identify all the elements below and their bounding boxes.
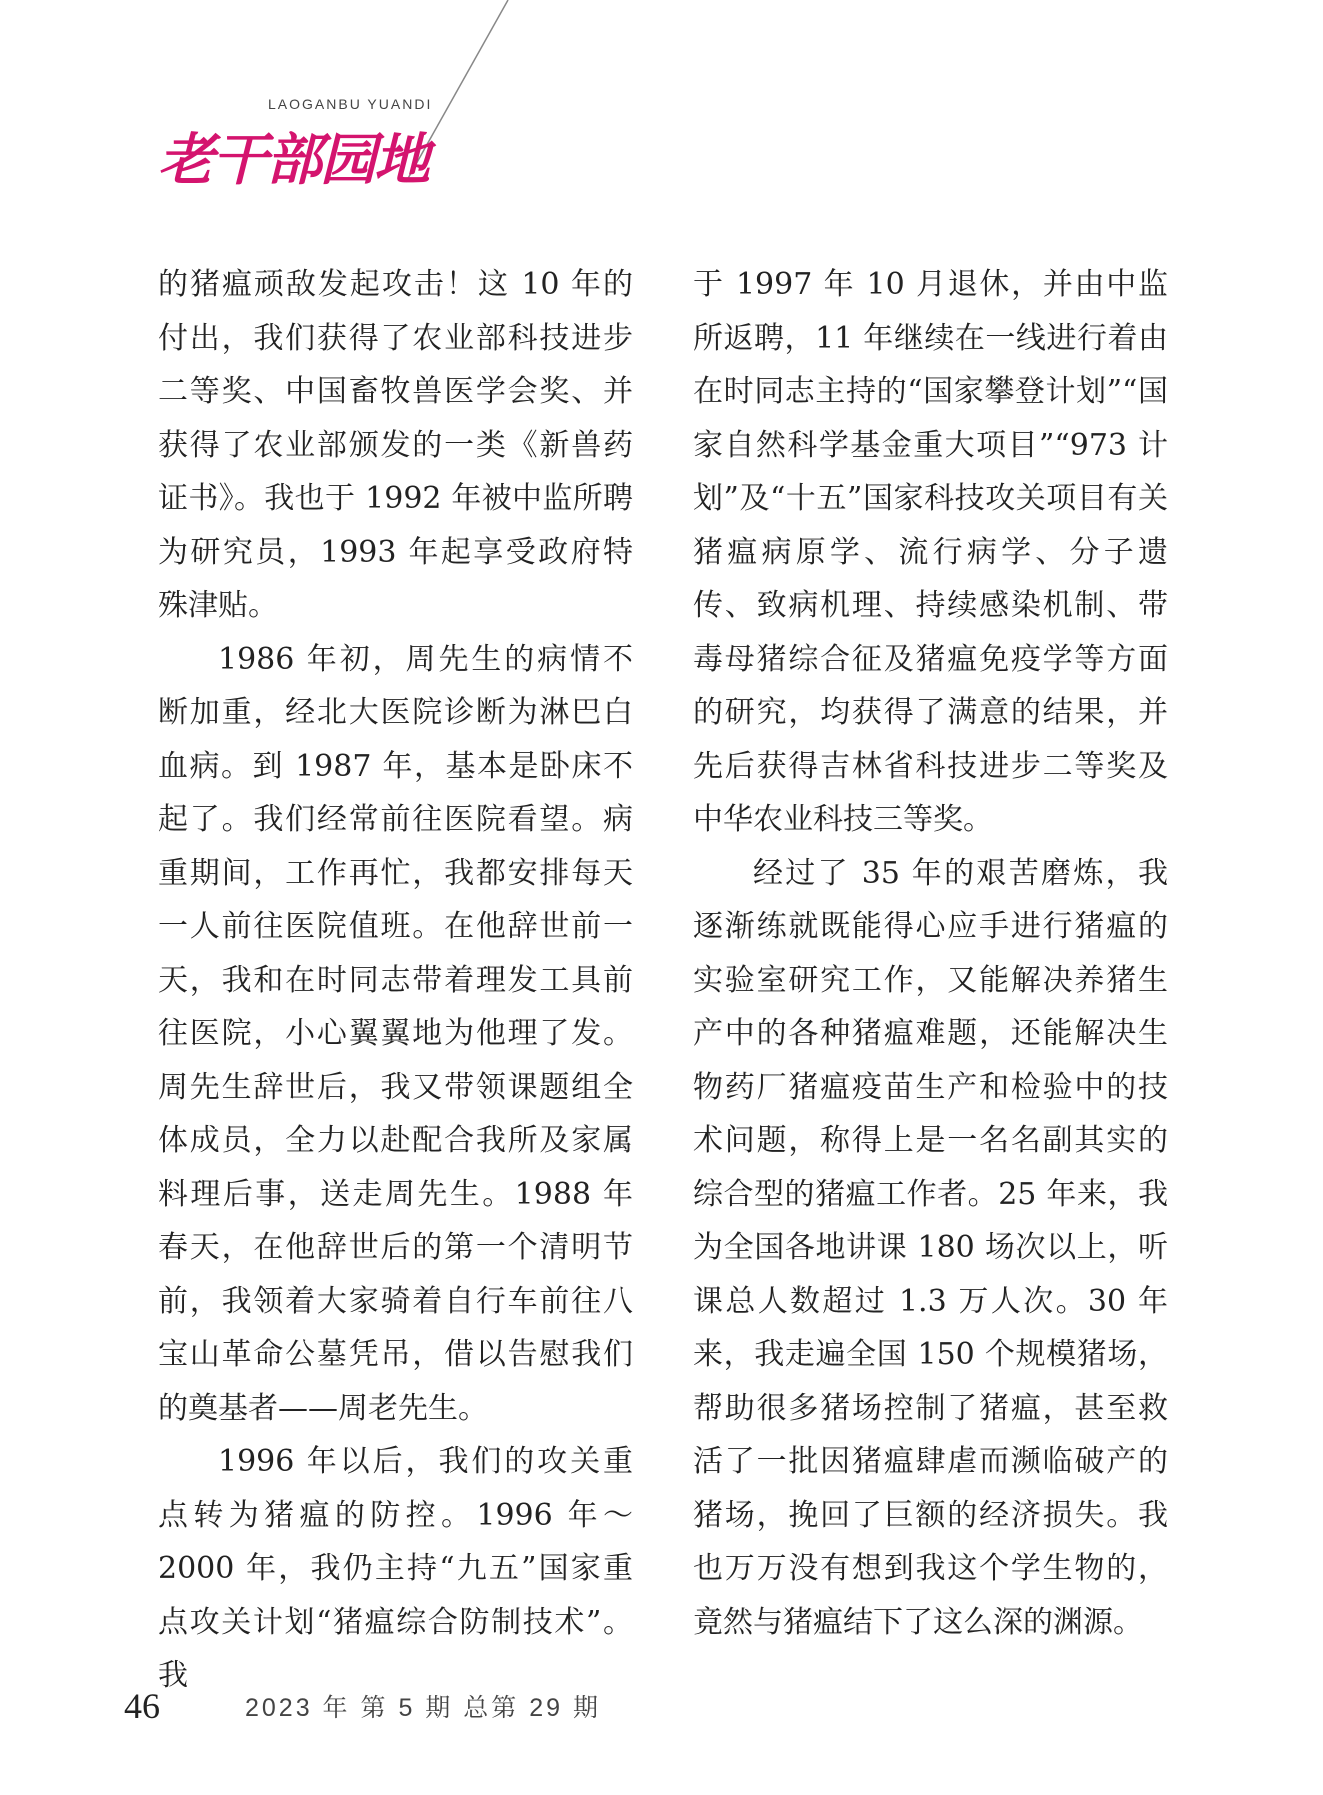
brand-english-title: LAOGANBU YUANDI (268, 96, 433, 112)
paragraph: 经过了 35 年的艰苦磨炼，我逐渐练就既能得心应手进行猪瘟的实验室研究工作，又能解决养猪生产中的各种猪瘟难题，还能解决生物药厂猪瘟疫苗生产和检验中的技术问题，称得上是一名名副其实的综合型的猪瘟工作者。25 年来，我为全国各地讲课 180 场次以上，听课总人数超过 1.3 万人次。30 年来，我走遍全国 150 个规模猪场，帮助很多猪场控制了猪瘟，甚至救活了一批因猪瘟肆虐而濒临破产的猪场，挽回了巨额的经济损失。我也万万没有想到我这个学生物的，竟然与猪瘟结下了这么深的渊源。 (693, 855, 1168, 1640)
page-number: 46 (124, 1686, 160, 1726)
paragraph: 于 1997 年 10 月退休，并由中监所返聘，11 年继续在一线进行着由在时同志主持的“国家攀登计划”“国家自然科学基金重大项目”“973 计划”及“十五”国家科技攻关项目有关猪瘟病原学、流行病学、分子遗传、致病机理、持续感染机制、带毒母猪综合征及猪瘟免疫学等方面的研究，均获得了满意的结果，并先后获得吉林省科技进步二等奖及中华农业科技三等奖。 (693, 267, 1168, 837)
issue-info: 2023 年 第 5 期 总第 29 期 (245, 1694, 601, 1722)
article-right-column (693, 258, 1168, 1649)
paragraph: 1996 年以后，我们的攻关重点转为猪瘟的防控。1996 年～ 2000 年，我仍主持“九五”国家重点攻关计划“猪瘟综合防制技术”。我 (158, 1444, 633, 1693)
paragraph: 1986 年初，周先生的病情不断加重，经北大医院诊断为淋巴白血病。到 1987 年，基本是卧床不起了。我们经常前往医院看望。病重期间，工作再忙，我都安排每天一人前往医院值班。在他辞世前一天，我和在时同志带着理发工具前往医院，小心翼翼地为他理了发。周先生辞世后，我又带领课题组全体成员，全力以赴配合我所及家属料理后事，送走周先生。1988 年春天，在他辞世后的第一个清明节前，我领着大家骑着自行车前往八宝山革命公墓凭吊，借以告慰我们的奠基者——周老先生。 (158, 641, 633, 1426)
paragraph: 的猪瘟顽敌发起攻击！这 10 年的付出，我们获得了农业部科技进步二等奖、中国畜牧兽医学会奖、并获得了农业部颁发的一类《新兽药证书》。我也于 1992 年被中监所聘为研究员，1993 年起享受政府特殊津贴。 (158, 267, 633, 623)
brand-logo-title: 老干部园地 (158, 127, 428, 193)
article-left-column (158, 258, 633, 1703)
